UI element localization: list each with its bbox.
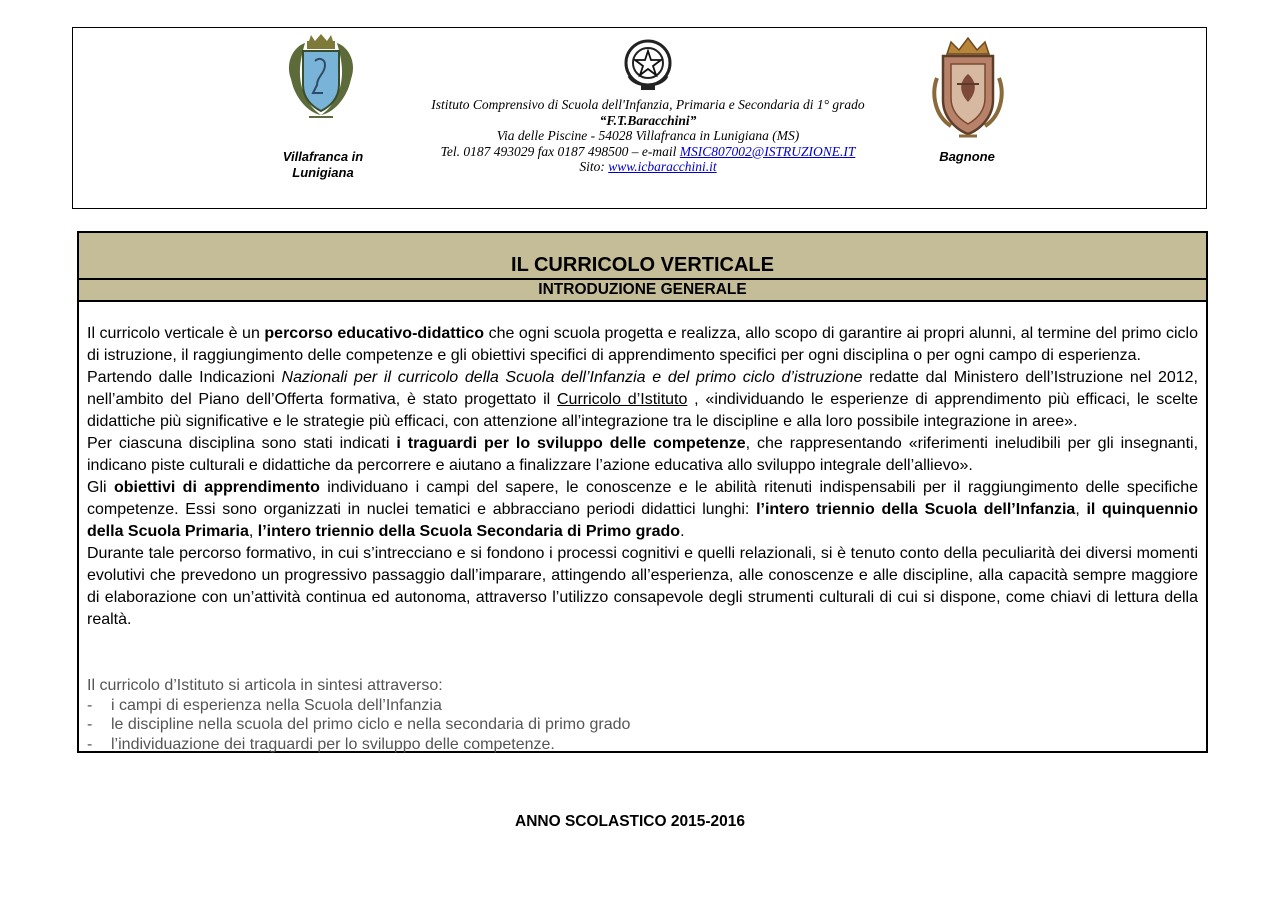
school-year: ANNO SCOLASTICO 2015-2016 [515, 813, 745, 830]
list-item [87, 696, 1198, 716]
email-link[interactable]: MSIC807002@ISTRUZIONE.IT [679, 143, 856, 159]
paragraph-1 [87, 323, 1198, 367]
text-run: . [680, 523, 685, 540]
left-town-label: Villafranca in Lunigiana [282, 149, 364, 180]
school-name: “F.T.Baracchini” [599, 112, 697, 128]
page-title: IL CURRICOLO VERTICALE [511, 254, 774, 276]
right-town-label: Bagnone [939, 149, 995, 164]
site-link[interactable]: www.icbaracchini.it [608, 159, 717, 174]
text-run-bold: il quinquennio della Scuola Primaria [87, 501, 1199, 540]
paragraph-4 [87, 477, 1198, 543]
text-run-underlined: Curricolo d’Istituto [556, 391, 688, 408]
intro-text [87, 323, 1198, 631]
school-site [353, 159, 943, 175]
site-prefix: Sito: [579, 159, 609, 174]
list-dash: - [87, 716, 93, 733]
list-item-text: l’individuazione dei traguardi per lo sviluppo delle competenze. [111, 735, 555, 753]
curricolo-section [77, 231, 1208, 753]
text-run: Il curricolo verticale è un [87, 325, 265, 342]
contact-phone-fax: Tel. 0187 493029 fax 0187 498500 – e-mail [440, 143, 680, 159]
title-band [79, 233, 1206, 280]
school-contact [353, 144, 943, 160]
text-run: che ogni scuola progetta e realizza, allo scopo di garantire ai propri alunni, al termine del primo ciclo di istruzione, il raggiungimento delle competenze e gli obiettivi specifici di apprendimento specifici per ogni disciplina o per ogni campo di esperienza. [87, 325, 1198, 364]
summary-list [87, 696, 1198, 755]
text-run-bold: l’intero triennio della Scuola Secondaria di Primo grado [257, 523, 681, 540]
text-run-bold: percorso educativo-didattico [264, 325, 485, 342]
text-run: individuano i campi del sapere, le conoscenze e le abilità ritenuti indispensabili per il raggiungimento delle specifiche competenze. Essi sono organizzati in nuclei tematici e abbracciano periodi didattici lunghi: [87, 479, 1199, 518]
text-run: Partendo dalle Indicazioni [87, 369, 282, 386]
list-item [87, 715, 1198, 735]
text-run: redatte dal Ministero dell’Istruzione nel 2012, nell’ambito del Piano dell’Offerta formativa, è stato progettato il [87, 369, 1199, 408]
list-item-text: le discipline nella scuola del primo ciclo e nella secondaria di primo grado [111, 716, 631, 733]
italian-republic-emblem-icon [621, 36, 675, 94]
list-item [87, 735, 1198, 755]
school-address: Via delle Piscine - 54028 Villafranca in Lunigiana (MS) [496, 128, 800, 143]
section-subtitle: INTRODUZIONE GENERALE [79, 280, 1206, 302]
paragraph-5: Durante tale percorso formativo, in cui s’intrecciano e si fondono i processi cognitivi e quelli relazionali, si è tenuto conto della peculiarità dei diversi momenti evolutivi che prevedono un progressivo passaggio dall’imparare, attingendo all’esperienza, alle conoscenze e alle discipline, alla capacità sempre maggiore di elaborazione con un’attività continua ed autonoma, attraverso l’utilizzo consapevole degli strumenti culturali di cui si dispone, come chiavi di lettura della realtà. [87, 545, 1198, 628]
letterhead [72, 27, 1207, 209]
list-dash: - [87, 696, 93, 714]
list-item-text: i campi di esperienza nella Scuola dell’Infanzia [111, 696, 442, 714]
text-run-bold: obiettivi di apprendimento [113, 479, 320, 496]
summary [87, 676, 1198, 754]
text-run: , «individuando le esperienze di apprendimento più efficaci, le scelte didattiche più significative e le strategie più efficaci, con attenzione all’integrazione tra le discipline e alla loro possibile integrazione in aree». [87, 391, 1199, 430]
summary-intro: Il curricolo d’Istituto si articola in sintesi attraverso: [87, 677, 443, 694]
list-dash: - [87, 735, 93, 753]
text-run-bold: l’intero triennio della Scuola dell’Infanzia [756, 501, 1076, 518]
school-type-line: Istituto Comprensivo di Scuola dell'Infanzia, Primaria e Secondaria di 1° grado [431, 97, 865, 112]
text-run: Gli [87, 479, 114, 496]
paragraph-3 [87, 433, 1198, 477]
text-run-italic: Nazionali per il curricolo della Scuola dell’Infanzia e del primo ciclo d’istruzione [281, 369, 863, 386]
text-run-bold: i traguardi per lo sviluppo delle competenze [396, 435, 746, 452]
school-info [353, 97, 943, 175]
text-run: Per ciascuna disciplina sono stati indicati [87, 435, 397, 452]
villafranca-crest-icon [279, 33, 363, 125]
paragraph-2 [87, 367, 1198, 433]
text-run: , [248, 523, 258, 540]
text-run: , che rappresentando «riferimenti ineludibili per gli insegnanti, indicano piste culturali e didattiche da percorrere e aiutano a finalizzare l’azione educativa allo sviluppo integrale dell’allievo». [87, 435, 1199, 474]
text-run: , [1075, 501, 1087, 518]
